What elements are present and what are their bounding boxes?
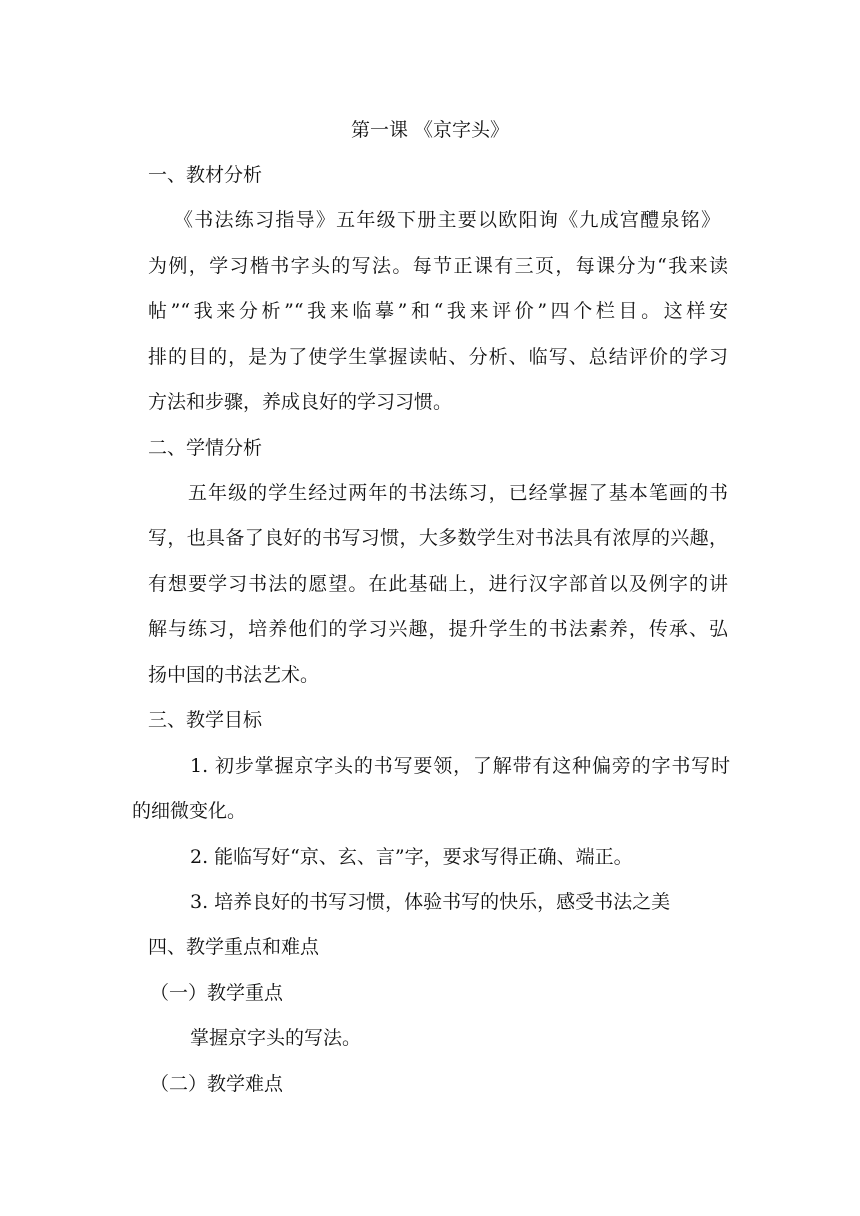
subheading-2: （二）教学难点: [150, 1073, 284, 1095]
paragraph-line: 2. 能临写好“京、玄、言”字，要求写得正确、端正。: [190, 846, 633, 868]
paragraph-line: 掌握京字头的写法。: [190, 1027, 362, 1049]
paragraph-line: 排的目的，是为了使学生掌握读帖、分析、临写、总结评价的学习: [148, 346, 728, 368]
section-heading-1: 一、教材分析: [148, 164, 263, 186]
paragraph-line: 帖”“我来分析”“我来临摹”和“我来评价”四个栏目。这样安: [148, 300, 728, 322]
paragraph-line: 方法和步骤，养成良好的学习习惯。: [148, 391, 453, 413]
paragraph-line: 五年级的学生经过两年的书法练习，已经掌握了基本笔画的书: [188, 482, 728, 504]
section-heading-2: 二、学情分析: [148, 437, 263, 459]
section-heading-3: 三、教学目标: [148, 709, 263, 731]
section-heading-4: 四、教学重点和难点: [148, 936, 320, 958]
paragraph-line: 有想要学习书法的愿望。在此基础上，进行汉字部首以及例字的讲: [148, 573, 728, 595]
paragraph-line: 写，也具备了良好的书写习惯，大多数学生对书法具有浓厚的兴趣，: [148, 527, 728, 549]
paragraph-line: 解与练习，培养他们的学习兴趣，提升学生的书法素养，传承、弘: [148, 618, 728, 640]
subheading-1: （一）教学重点: [150, 982, 284, 1004]
paragraph-line: 《书法练习指导》五年级下册主要以欧阳询《九成宫醴泉铭》: [174, 209, 720, 231]
paragraph-line: 扬中国的书法艺术。: [148, 664, 320, 686]
paragraph-line: 的细微变化。: [132, 800, 247, 822]
document-title: 第一课 《京字头》: [350, 119, 510, 141]
paragraph-line: 3. 培养良好的书写习惯，体验书写的快乐，感受书法之美: [190, 891, 671, 913]
paragraph-line: 1. 初步掌握京字头的书写要领，了解带有这种偏旁的字书写时: [190, 755, 730, 777]
paragraph-line: 为例，学习楷书字头的写法。每节正课有三页，每课分为“我来读: [148, 255, 728, 277]
